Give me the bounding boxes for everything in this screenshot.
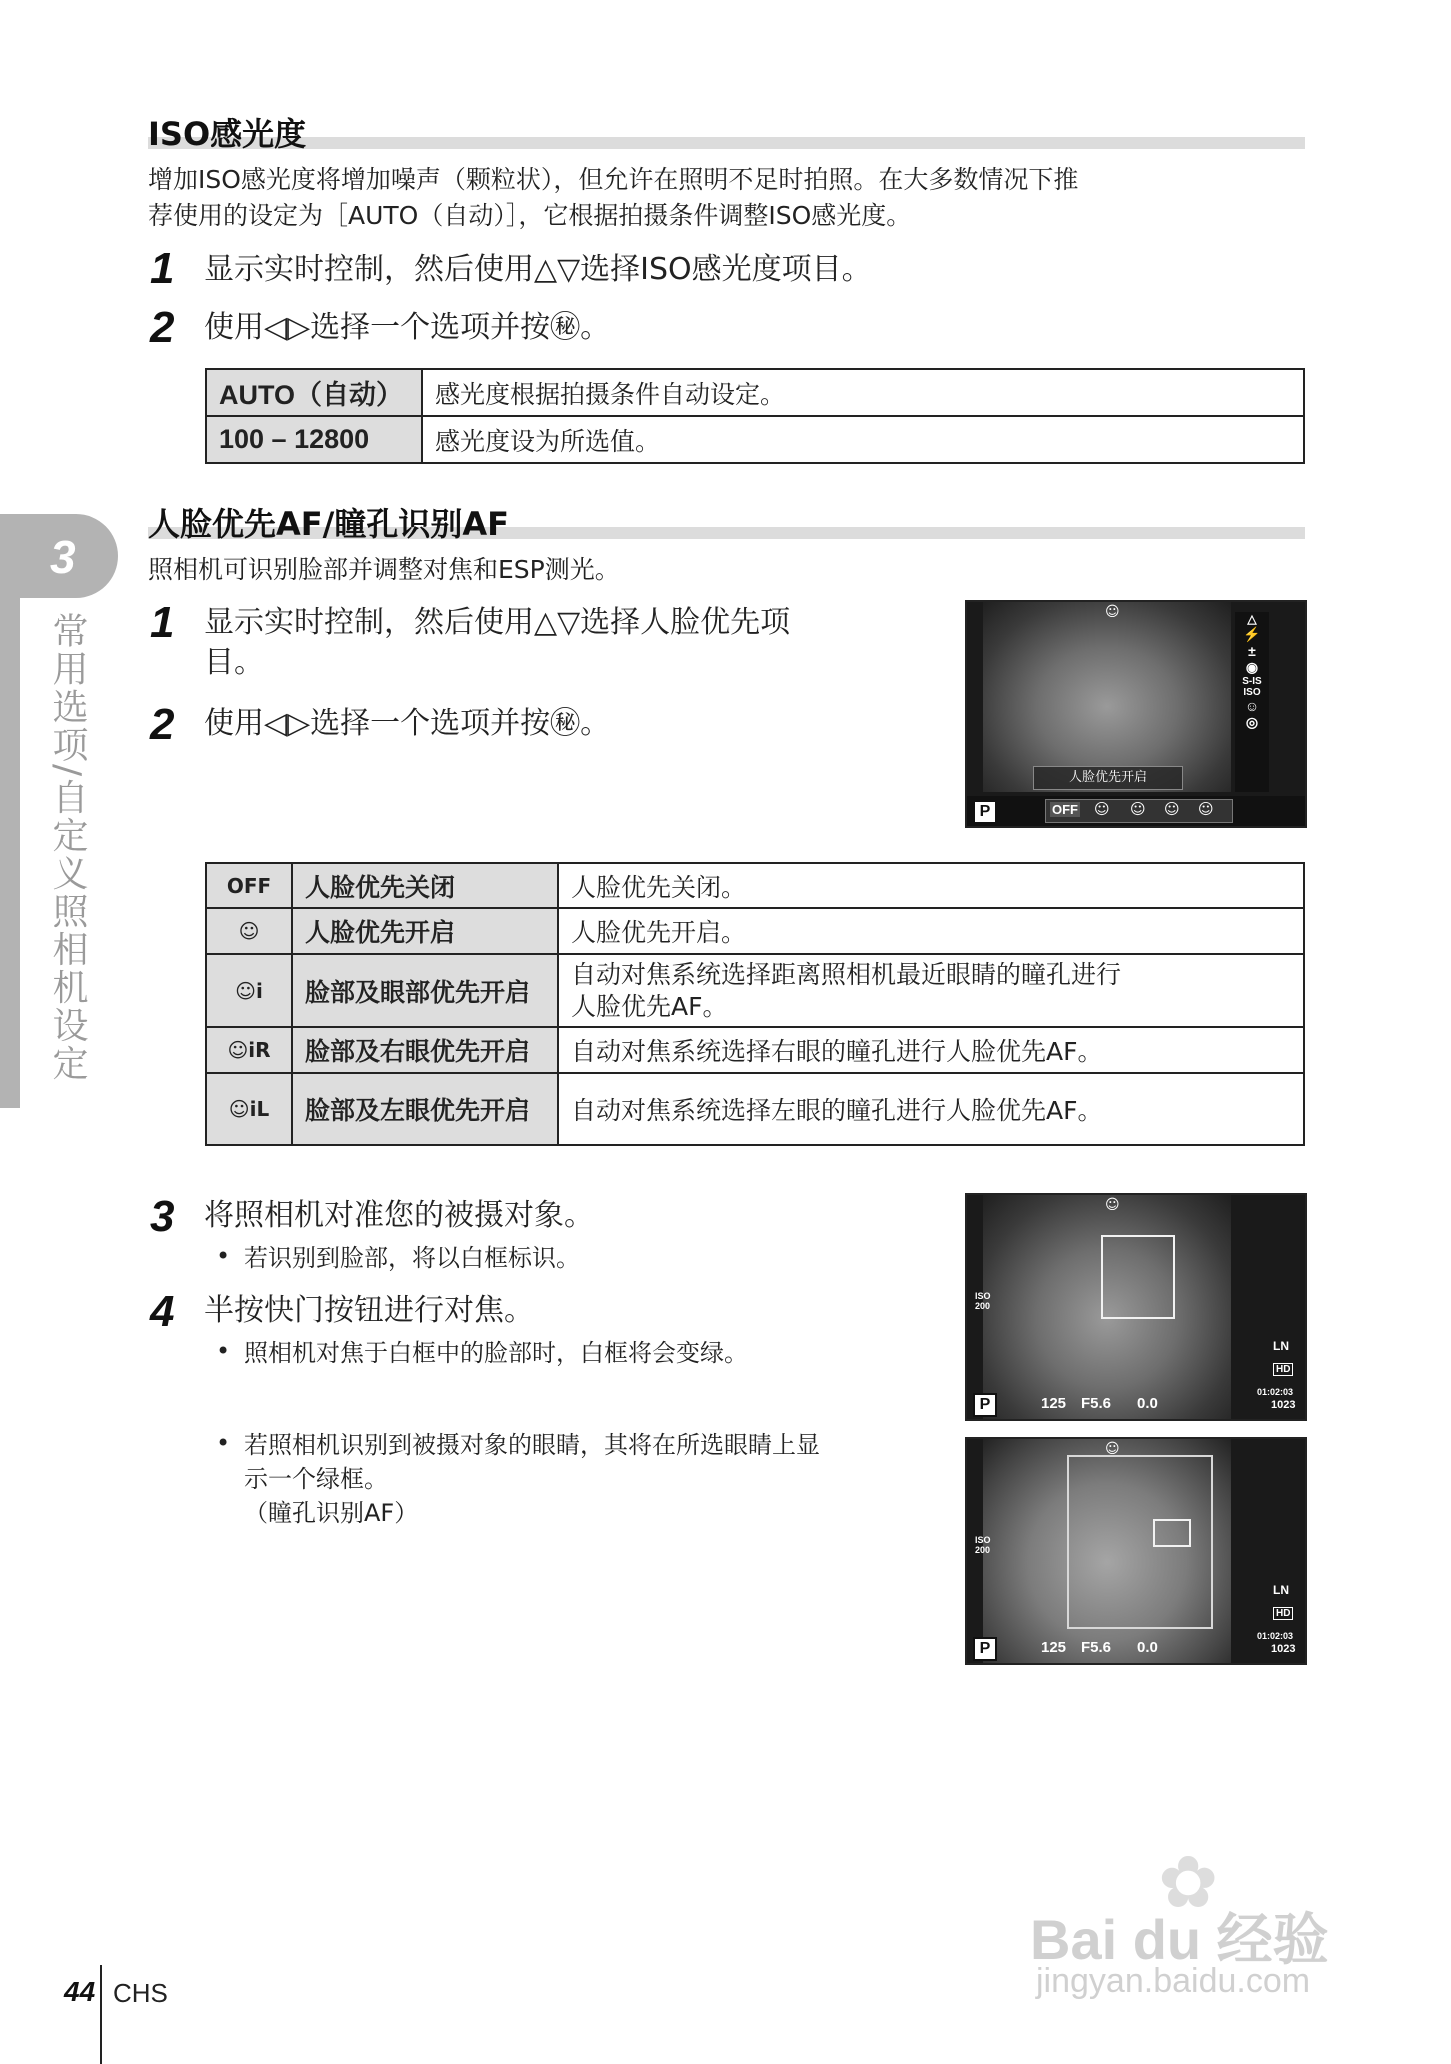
iso-step1-text: 显示实时控制，然后使用△▽选择ISO感光度项目。: [204, 252, 872, 287]
iso-value: 200: [975, 1545, 991, 1555]
iso-table: [205, 368, 1305, 464]
face-table: [205, 862, 1305, 1146]
iso-key-auto: AUTO（自动）: [206, 369, 422, 416]
face-eye-icon: ☺: [1130, 800, 1146, 818]
stabilizer-icon: S-IS: [1242, 676, 1262, 687]
camera-screen-live-control: [965, 600, 1307, 828]
face-row-name: 脸部及眼部优先开启: [292, 954, 558, 1027]
iso-value: 200: [975, 1301, 991, 1311]
metering-icon: ◉: [1245, 659, 1259, 675]
iso-intro-line1: 增加ISO感光度将增加噪声（颗粒状），但允许在照明不足时拍照。在大多数情况下推: [148, 165, 1079, 194]
side-icon-column: [1235, 612, 1269, 792]
iso-step1-number: 1: [150, 244, 175, 293]
mode-badge: P: [973, 1637, 997, 1661]
flash-comp-icon: ±: [1248, 643, 1256, 659]
iso-label: ISO: [975, 1535, 991, 1545]
quality-indicator: LN: [1273, 1583, 1289, 1597]
bullet-dot: •: [216, 1337, 231, 1365]
option-caption: 人脸优先开启: [1068, 770, 1147, 785]
record-time: 01:02:03: [1257, 1631, 1294, 1641]
face-step2-number: 2: [150, 700, 175, 749]
chapter-title: 常用选项/自定义照相机设定: [47, 612, 88, 1083]
face-detect-icon: ☺: [1105, 1441, 1120, 1457]
eye-af-bullet-line1: 若照相机识别到被摄对象的眼睛，其将在所选眼睛上显: [244, 1431, 820, 1459]
aperture-value: F5.6: [1081, 1639, 1112, 1656]
up-arrow-icon: △: [1247, 612, 1257, 626]
face-row-name: 人脸优先关闭: [292, 863, 558, 908]
face-row-name: 脸部及左眼优先开启: [292, 1073, 558, 1145]
quality-indicator: LN: [1273, 1339, 1289, 1353]
bullet-dot: •: [216, 1242, 231, 1270]
page-number: 44: [64, 1976, 96, 2007]
face-row-name: 脸部及右眼优先开启: [292, 1027, 558, 1073]
flash-icon: ⚡: [1243, 626, 1261, 642]
chapter-side-bar: [0, 598, 20, 1108]
face-row-desc-line2: 人脸优先AF。: [571, 991, 728, 1021]
table-row: [206, 908, 1304, 954]
iso-key-range: 100 – 12800: [206, 416, 422, 463]
face-row-desc: 自动对焦系统选择左眼的瞳孔进行人脸优先AF。: [558, 1073, 1304, 1145]
aperture-value: F5.6: [1081, 1395, 1112, 1412]
shots-remaining: 1023: [1271, 1399, 1296, 1411]
eye-af-bullet-line2: 示一个绿框。: [244, 1465, 388, 1493]
footer-lang: CHS: [113, 1978, 168, 2008]
exposure-comp: 0.0: [1137, 1395, 1158, 1412]
record-time: 01:02:03: [1257, 1387, 1294, 1397]
iso-desc-range: 感光度设为所选值。: [422, 416, 1304, 463]
face-step1-line2: 目。: [204, 645, 264, 680]
face-priority-icon: ☺: [1244, 698, 1260, 714]
face-row-desc: 人脸优先关闭。: [558, 863, 1304, 908]
face-step1-number: 1: [150, 598, 175, 647]
iso-step2-number: 2: [150, 303, 175, 352]
face-step2-text: 使用◁▷选择一个选项并按㊙。: [204, 706, 611, 741]
video-quality-indicator: HD: [1273, 1363, 1293, 1376]
face-step4-text: 半按快门按钮进行对焦。: [204, 1293, 534, 1328]
mic-icon: ◎: [1245, 714, 1259, 730]
paw-icon: ✿: [1158, 1840, 1219, 1924]
iso-auto-icon: ISO: [1243, 687, 1261, 698]
face-step3-bullet: 若识别到脸部，将以白框标识。: [244, 1244, 580, 1272]
camera-screen-face-frame: [965, 1193, 1307, 1421]
iso-label: ISO: [975, 1291, 991, 1301]
watermark-url: jingyan.baidu.com: [1036, 1962, 1311, 2000]
face-on-icon: ☺: [1094, 800, 1110, 818]
face-detect-icon: ☺: [1105, 1197, 1120, 1213]
face-option-strip: [1045, 799, 1233, 823]
face-row-name: 人脸优先开启: [292, 908, 558, 954]
chapter-number: 3: [50, 531, 76, 583]
section-title-iso: ISO感光度: [148, 115, 307, 153]
face-intro: 照相机可识别脸部并调整对焦和ESP测光。: [148, 555, 620, 584]
eye-af-bullet-line3: （瞳孔识别AF）: [244, 1499, 419, 1527]
face-step4-number: 4: [150, 1287, 175, 1336]
bullet-dot: •: [216, 1429, 231, 1457]
footer-divider: [100, 1965, 102, 2064]
face-off-icon: OFF: [206, 863, 292, 908]
table-row: [206, 416, 1304, 463]
portrait-photo: [983, 602, 1231, 792]
face-eye-icon: ☺i: [206, 954, 292, 1027]
face-step3-text: 将照相机对准您的被摄对象。: [204, 1198, 594, 1233]
face-right-eye-icon: ☺: [1164, 800, 1180, 818]
camera-screen-eye-af: [965, 1437, 1307, 1665]
face-on-icon: ☺: [206, 908, 292, 954]
face-step3-number: 3: [150, 1192, 175, 1241]
face-row-desc: 人脸优先开启。: [558, 908, 1304, 954]
mode-badge: P: [973, 800, 997, 824]
face-right-eye-icon: ☺iR: [206, 1027, 292, 1073]
face-detect-icon: ☺: [1105, 604, 1120, 620]
face-step1-line1: 显示实时控制，然后使用△▽选择人脸优先项: [204, 605, 791, 640]
face-frame: [1067, 1455, 1213, 1629]
face-left-eye-icon: ☺: [1198, 800, 1214, 818]
table-row: [206, 1027, 1304, 1073]
face-row-desc-line1: 自动对焦系统选择距离照相机最近眼睛的瞳孔进行: [571, 959, 1122, 989]
face-step4-bullet: 照相机对焦于白框中的脸部时，白框将会变绿。: [244, 1339, 748, 1367]
face-row-desc: [558, 954, 1304, 1027]
shutter-speed: 125: [1041, 1395, 1067, 1412]
mode-badge: P: [973, 1393, 997, 1417]
iso-step2-text: 使用◁▷选择一个选项并按㊙。: [204, 310, 611, 345]
eye-frame: [1153, 1519, 1191, 1547]
face-frame: [1101, 1235, 1175, 1319]
section-title-face: 人脸优先AF/瞳孔识别AF: [148, 505, 509, 543]
option-off: OFF: [1052, 802, 1078, 817]
table-row: [206, 954, 1304, 1027]
table-row: [206, 863, 1304, 908]
video-quality-indicator: HD: [1273, 1607, 1293, 1620]
shots-remaining: 1023: [1271, 1643, 1296, 1655]
table-row: [206, 1073, 1304, 1145]
exposure-comp: 0.0: [1137, 1639, 1158, 1656]
face-row-desc: 自动对焦系统选择右眼的瞳孔进行人脸优先AF。: [558, 1027, 1304, 1073]
section-rule-iso: [148, 137, 1305, 149]
face-left-eye-icon: ☺iL: [206, 1073, 292, 1145]
shutter-speed: 125: [1041, 1639, 1067, 1656]
option-caption-bar: [1033, 766, 1183, 790]
table-row: [206, 369, 1304, 416]
iso-intro-line2: 荐使用的设定为［AUTO（自动）］，它根据拍摄条件调整ISO感光度。: [148, 201, 912, 230]
iso-desc-auto: 感光度根据拍摄条件自动设定。: [422, 369, 1304, 416]
watermark-brand: Bai du 经验: [1030, 1908, 1329, 1971]
